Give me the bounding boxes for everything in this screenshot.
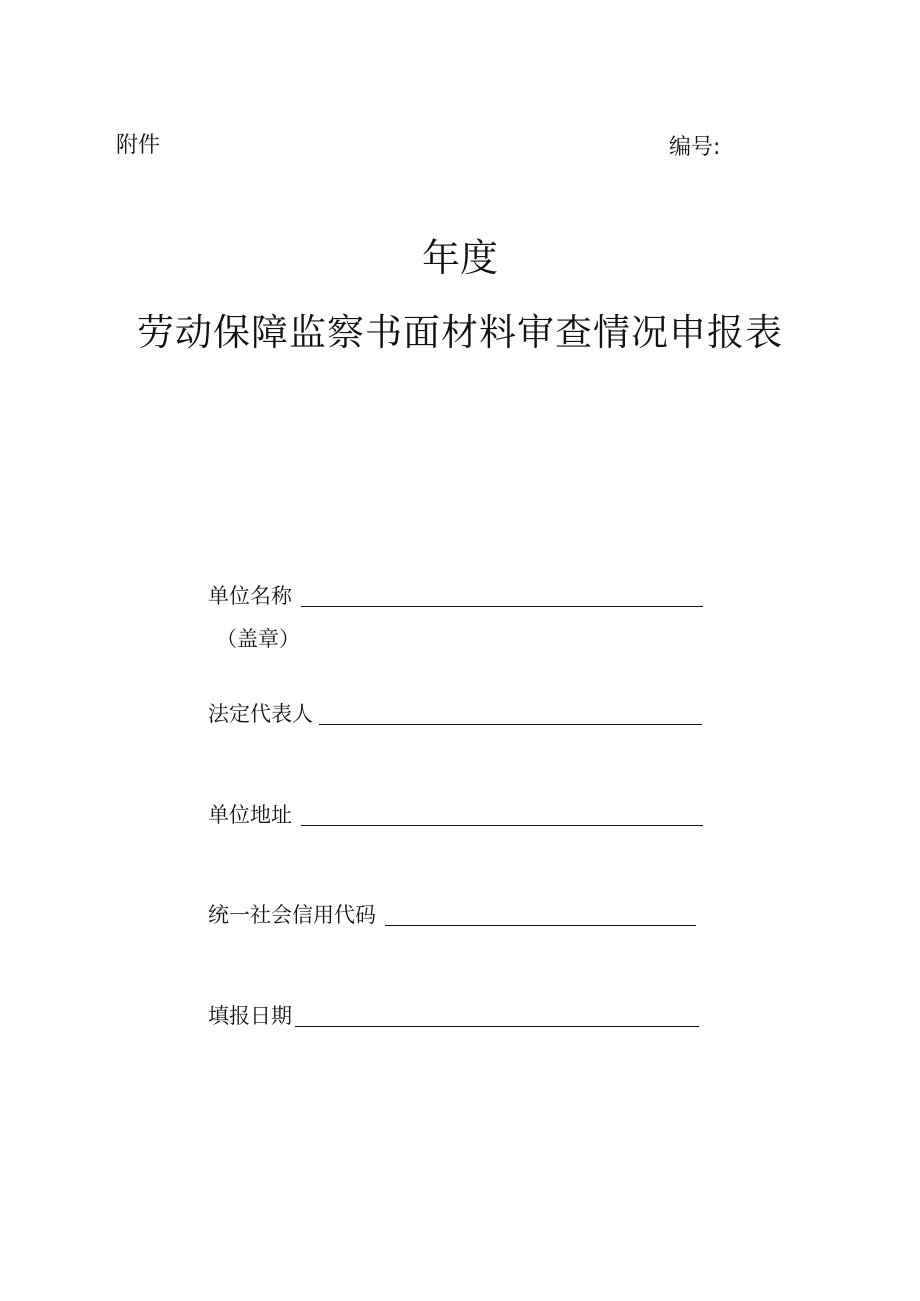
attachment-label: 附件 (116, 133, 161, 158)
field-legal-representative (208, 696, 702, 728)
field-unit-address (208, 797, 703, 829)
document-number-label: 编号: (669, 135, 721, 160)
field-credit-code (208, 897, 696, 929)
field-credit-code-label: 统一社会信用代码 (208, 903, 376, 927)
field-legal-representative-blank[interactable] (319, 702, 702, 725)
field-fill-date-blank[interactable] (295, 1004, 699, 1027)
field-fill-date-label: 填报日期 (208, 1004, 292, 1028)
title-year-line: 年度 (421, 236, 498, 280)
field-unit-address-blank[interactable] (301, 803, 703, 826)
field-credit-code-blank[interactable] (385, 903, 696, 926)
field-unit-name (208, 578, 703, 610)
field-legal-representative-label: 法定代表人 (208, 702, 313, 726)
field-unit-name-blank[interactable] (301, 584, 703, 607)
seal-note: （盖章） (216, 627, 300, 651)
field-unit-address-label: 单位地址 (208, 803, 292, 827)
field-unit-name-label: 单位名称 (208, 584, 292, 608)
document-title: 劳动保障监察书面材料审查情况申报表 (137, 311, 783, 354)
field-fill-date (208, 998, 699, 1030)
